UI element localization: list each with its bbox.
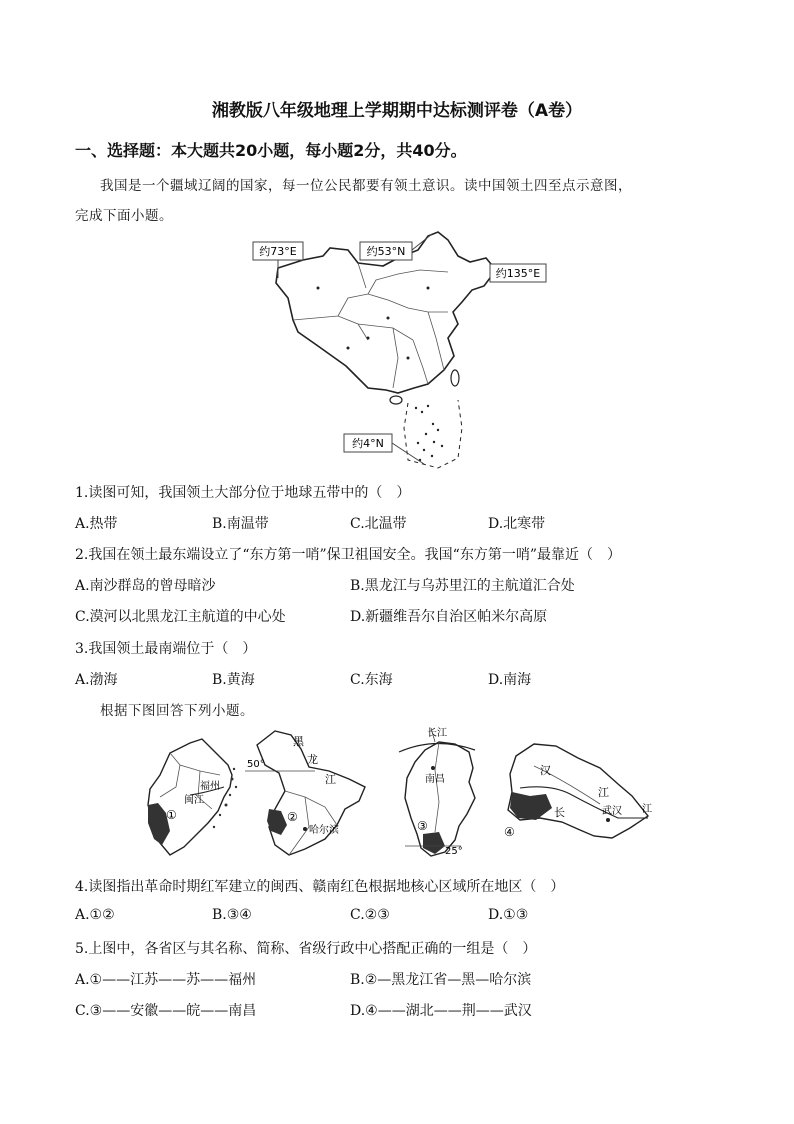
m4-r3: 长	[554, 806, 565, 819]
question-3-stem: 3.我国领土最南端位于（ ）	[75, 641, 257, 657]
question-5-stem: 5.上图中，各省区与其名称、简称、省级行政中心搭配正确的一组是（ ）	[75, 941, 537, 957]
q1-option-a: A.热带	[75, 516, 118, 532]
q4-option-d: D.①③	[488, 907, 529, 923]
label-south: 约4°N	[352, 437, 384, 450]
intro-paragraph-2: 根据下图回答下列小题。	[100, 703, 254, 719]
m1-city: 福州	[200, 781, 220, 792]
question-4-stem: 4.读图指出革命时期红军建立的闽西、赣南红色根据地核心区域所在地区（ ）	[75, 879, 565, 895]
m1-num: ①	[166, 808, 177, 822]
m2-lat: 50°	[247, 759, 265, 770]
m2-r1: 黑	[293, 735, 304, 748]
m4-r1: 汉	[540, 764, 551, 777]
m4-r2: 江	[598, 786, 609, 799]
q4-option-c: C.②③	[350, 907, 390, 923]
question-1-stem: 1.读图可知，我国领土大部分位于地球五带中的（ ）	[75, 485, 411, 501]
q3-option-b: B.黄海	[212, 672, 255, 688]
q1-option-c: C.北温带	[350, 516, 407, 532]
q3-option-d: D.南海	[488, 672, 532, 688]
q2-option-c: C.漠河以北黑龙江主航道的中心处	[75, 609, 286, 625]
m3-city: 南昌	[425, 774, 445, 785]
q5-option-d: D.④——湖北——荆——武汉	[350, 1003, 532, 1019]
label-north: 约53°N	[366, 245, 406, 258]
china-territory-map	[248, 228, 548, 473]
province-map-2	[245, 727, 375, 862]
m4-city: 武汉	[602, 806, 622, 817]
label-west: 约73°E	[259, 245, 297, 258]
m3-lat: 25°	[445, 846, 463, 857]
m2-city: 哈尔滨	[309, 825, 339, 836]
q3-option-c: C.东海	[350, 672, 393, 688]
label-east: 约135°E	[495, 267, 541, 280]
m2-num: ②	[287, 810, 298, 824]
m1-river: 闽江	[184, 795, 204, 806]
question-2-stem: 2.我国在领土最东端设立了“东方第一哨”保卫祖国安全。我国“东方第一哨”最靠近（ ）	[75, 547, 621, 563]
q2-option-b: B.黑龙江与乌苏里江的主航道汇合处	[350, 578, 575, 594]
province-map-1	[140, 735, 250, 860]
q3-option-a: A.渤海	[75, 672, 118, 688]
q1-option-d: D.北寒带	[488, 516, 546, 532]
q5-option-a: A.①——江苏——苏——福州	[75, 972, 257, 988]
q2-option-d: D.新疆维吾尔自治区帕米尔高原	[350, 609, 548, 625]
q1-option-b: B.南温带	[212, 516, 269, 532]
m2-r3: 江	[325, 773, 336, 786]
q5-option-c: C.③——安徽——皖——南昌	[75, 1003, 257, 1019]
page-title: 湘教版八年级地理上学期期中达标测评卷（A卷）	[211, 101, 583, 121]
intro-paragraph-line1: 我国是一个疆域辽阔的国家，每一位公民都要有领土意识。读中国领土四至点示意图，	[100, 178, 632, 194]
m2-r2: 龙	[307, 753, 318, 766]
m3-river: 长江	[427, 728, 447, 739]
intro-paragraph-line2: 完成下面小题。	[75, 208, 173, 224]
q2-option-a: A.南沙群岛的曾母暗沙	[75, 578, 216, 594]
m3-num: ③	[417, 819, 428, 833]
section-heading: 一、选择题：本大题共20小题，每小题2分，共40分。	[75, 141, 467, 160]
q4-option-a: A.①②	[75, 907, 115, 923]
q4-option-b: B.③④	[212, 907, 252, 923]
q5-option-b: B.②—黑龙江省—黑—哈尔滨	[350, 972, 532, 988]
m4-num: ④	[504, 825, 515, 839]
m4-r4: 江	[642, 804, 652, 815]
province-map-4	[500, 738, 652, 848]
province-map-3	[395, 722, 495, 862]
